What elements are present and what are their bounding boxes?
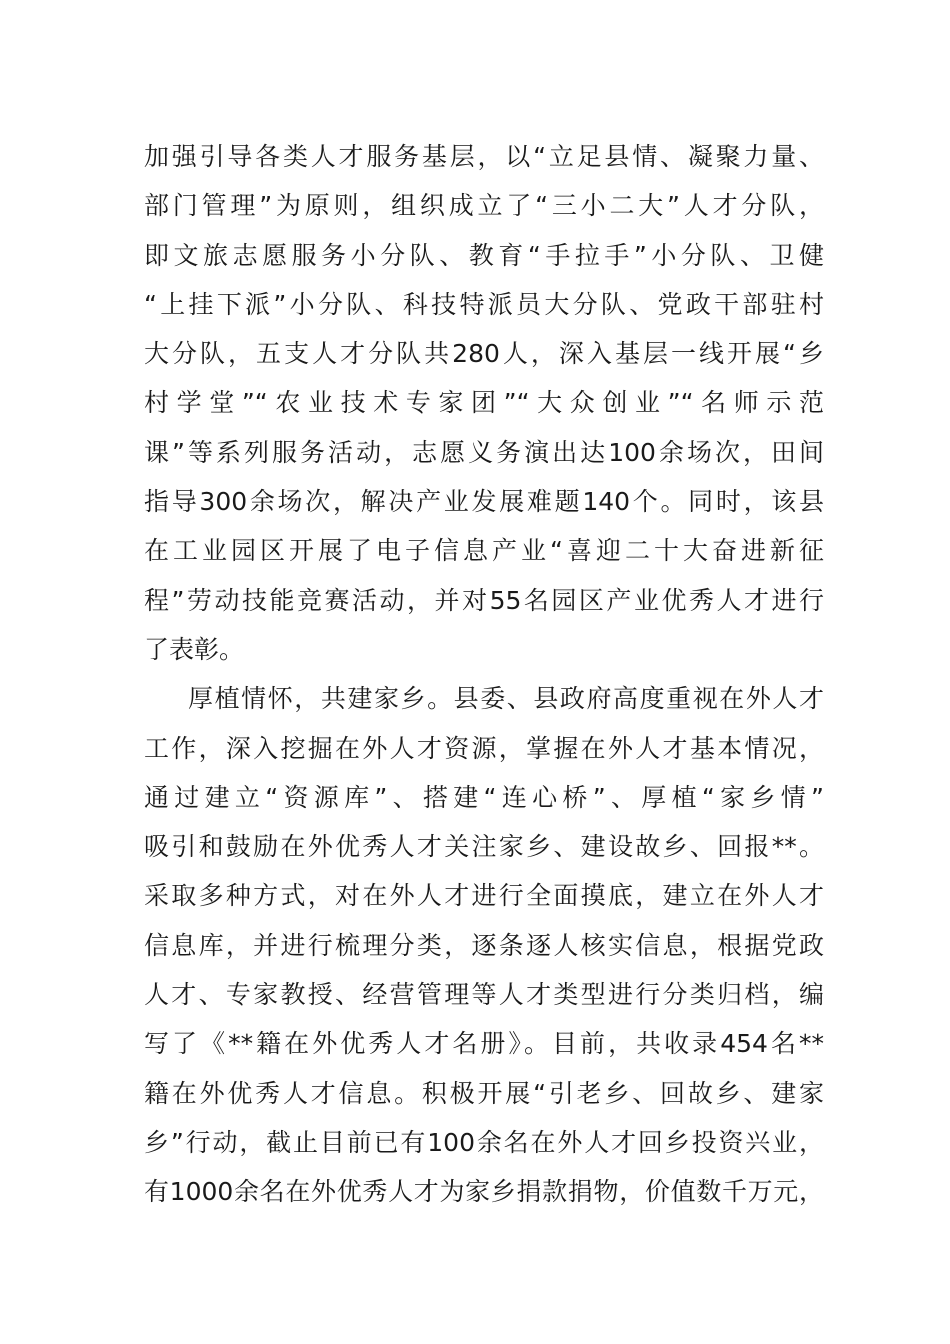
text-line: 吸引和鼓励在外优秀人才关注家乡、建设故乡、回报**。: [144, 832, 824, 862]
text-line: 人才、专家教授、经营管理等人才类型进行分类归档，编: [144, 980, 824, 1010]
text-line: 部门管理”为原则，组织成立了“三小二大”人才分队，: [144, 191, 824, 221]
paragraph-1: [144, 132, 824, 674]
text-line: 了表彰。: [144, 634, 245, 664]
text-line: 村学堂”“农业技术专家团”“大众创业”“名师示范: [144, 388, 824, 418]
text-line: 程”劳动技能竞赛活动，并对55名园区产业优秀人才进行: [144, 585, 824, 615]
text-line: 信息库，并进行梳理分类，逐条逐人核实信息，根据党政: [144, 930, 824, 960]
text-line: 籍在外优秀人才信息。积极开展“引老乡、回故乡、建家: [144, 1078, 824, 1108]
text-line: 有1000余名在外优秀人才为家乡捐款捐物，价值数千万元，: [144, 1177, 824, 1207]
text-line: 指导300余场次，解决产业发展难题140个。同时，该县: [144, 487, 824, 517]
text-line: 乡”行动，截止目前已有100余名在外人才回乡投资兴业，: [144, 1127, 824, 1157]
body-text: [144, 132, 824, 1217]
text-line: 大分队，五支人才分队共280人，深入基层一线开展“乡: [144, 339, 824, 369]
text-line: 在工业园区开展了电子信息产业“喜迎二十大奋进新征: [144, 536, 824, 566]
text-line: “上挂下派”小分队、科技特派员大分队、党政干部驻村: [144, 289, 824, 319]
text-line: 加强引导各类人才服务基层，以“立足县情、凝聚力量、: [144, 142, 824, 171]
text-line: 采取多种方式，对在外人才进行全面摸底，建立在外人才: [144, 881, 824, 911]
text-line: 即文旅志愿服务小分队、教育“手拉手”小分队、卫健: [144, 240, 824, 270]
text-line: 课”等系列服务活动，志愿义务演出达100余场次，田间: [144, 437, 824, 467]
text-line: 通过建立“资源库”、搭建“连心桥”、厚植“家乡情”: [144, 782, 824, 812]
text-line: 厚植情怀，共建家乡。县委、县政府高度重视在外人才: [188, 684, 824, 714]
paragraph-2: [144, 674, 824, 1216]
text-line: 写了《**籍在外优秀人才名册》。目前，共收录454名**: [144, 1029, 824, 1059]
text-line: 工作，深入挖掘在外人才资源，掌握在外人才基本情况，: [144, 733, 824, 763]
